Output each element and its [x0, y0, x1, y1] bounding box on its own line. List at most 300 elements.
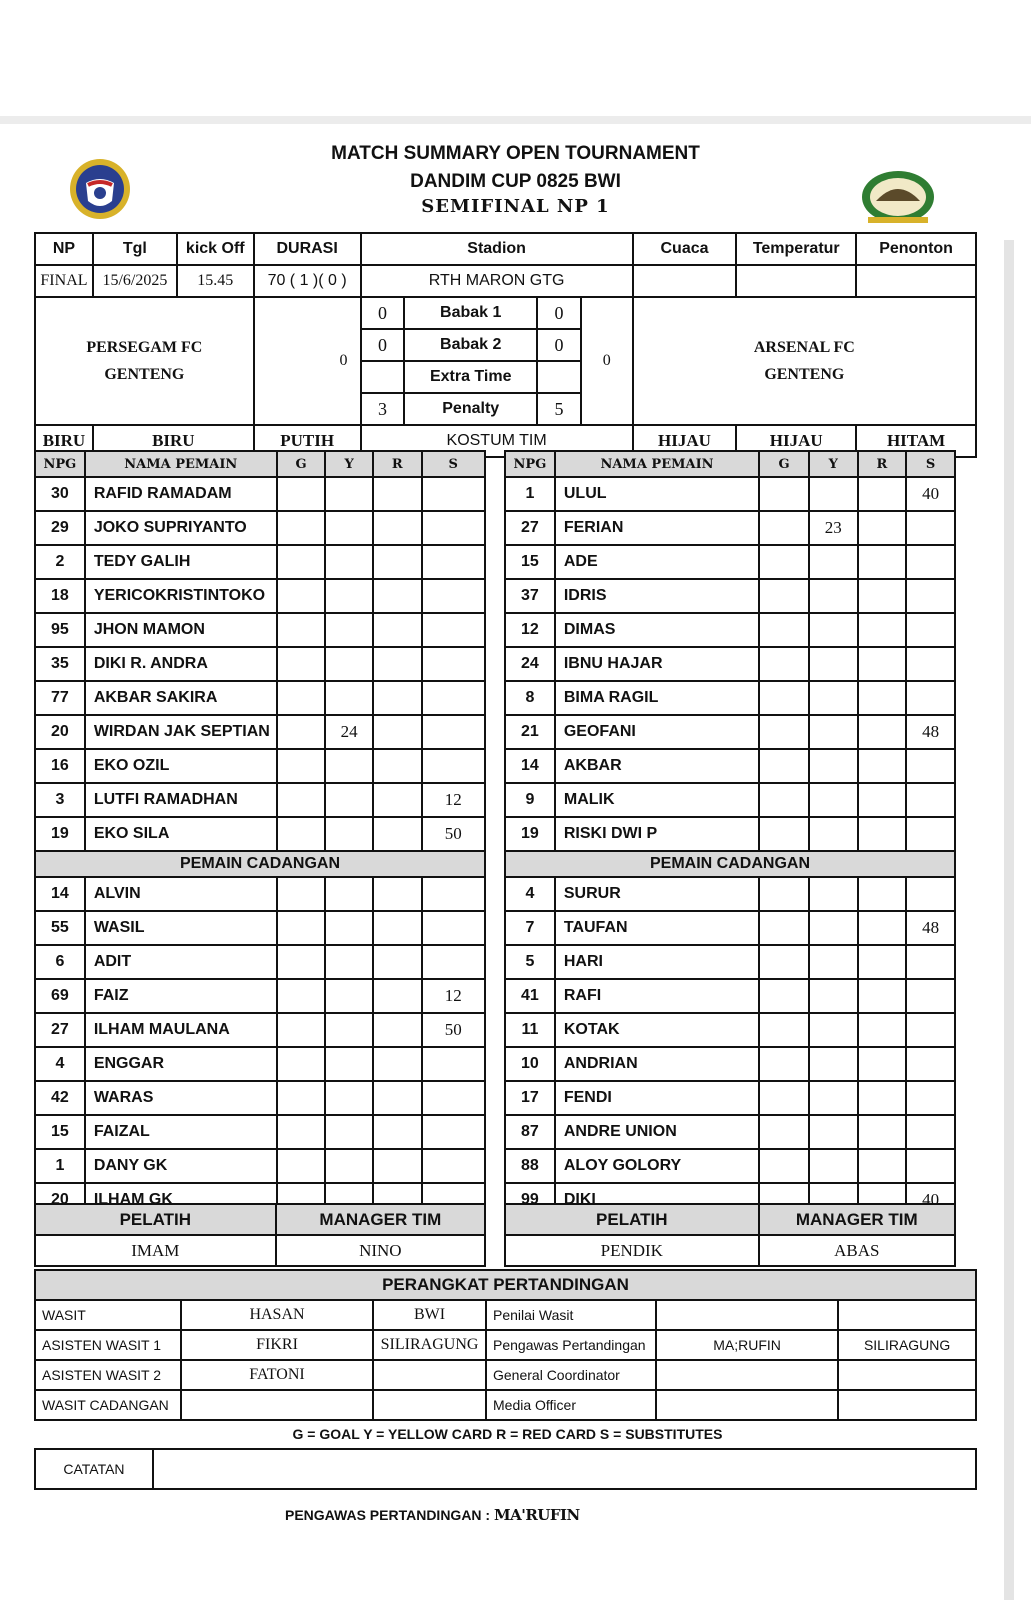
official-origin — [838, 1390, 976, 1420]
yellow-card-minute — [809, 477, 858, 511]
player-name: FAIZ — [85, 979, 277, 1013]
goal-minute — [277, 1149, 326, 1183]
yellow-card-minute — [809, 681, 858, 715]
player-number: 6 — [35, 945, 85, 979]
yellow-card-minute: 24 — [325, 715, 373, 749]
kit-label: KOSTUM TIM — [361, 425, 633, 457]
player-name: WASIL — [85, 911, 277, 945]
red-card-minute — [858, 877, 907, 911]
table-row — [505, 579, 955, 613]
goal-minute — [759, 783, 809, 817]
away-coach-label: PELATIH — [505, 1204, 759, 1235]
substitution-minute — [422, 1149, 486, 1183]
player-name: ANDRE UNION — [555, 1115, 759, 1149]
yellow-card-minute — [809, 979, 858, 1013]
home-header-goal: G — [277, 451, 326, 477]
kickoff-value: 15.45 — [177, 265, 254, 297]
goal-minute — [277, 1047, 326, 1081]
player-name: ADIT — [85, 945, 277, 979]
yellow-card-minute — [325, 477, 373, 511]
home-penalty: 3 — [361, 393, 405, 425]
yellow-card-minute — [809, 715, 858, 749]
player-name: FERIAN — [555, 511, 759, 545]
player-number: 35 — [35, 647, 85, 681]
table-row — [505, 1115, 955, 1149]
red-card-minute — [858, 579, 907, 613]
table-row — [35, 1115, 485, 1149]
footer-label: PENGAWAS PERTANDINGAN : — [285, 1507, 491, 1523]
substitution-minute — [422, 647, 486, 681]
red-card-minute — [373, 911, 422, 945]
player-number: 5 — [505, 945, 555, 979]
official-row — [35, 1390, 976, 1420]
home-player-table — [34, 450, 486, 1218]
player-name: KOTAK — [555, 1013, 759, 1047]
substitution-minute — [422, 681, 486, 715]
player-name: ALVIN — [85, 877, 277, 911]
home-babak1: 0 — [361, 297, 405, 329]
goal-minute — [277, 511, 326, 545]
player-number: 11 — [505, 1013, 555, 1047]
player-number: 8 — [505, 681, 555, 715]
official-role: WASIT — [35, 1300, 181, 1330]
goal-minute — [277, 749, 326, 783]
player-number: 87 — [505, 1115, 555, 1149]
player-name: EKO OZIL — [85, 749, 277, 783]
official-origin — [838, 1360, 976, 1390]
table-row — [35, 783, 485, 817]
goal-minute — [277, 1115, 326, 1149]
home-header-name: NAMA PEMAIN — [85, 451, 277, 477]
header-np: NP — [35, 233, 93, 265]
red-card-minute — [858, 681, 907, 715]
player-number: 12 — [505, 613, 555, 647]
substitution-minute — [422, 545, 486, 579]
substitution-minute — [422, 477, 486, 511]
goal-minute — [759, 877, 809, 911]
yellow-card-minute — [809, 945, 858, 979]
goal-minute — [277, 545, 326, 579]
home-kit-3: PUTIH — [254, 425, 361, 457]
goal-minute — [759, 613, 809, 647]
legend: G = GOAL Y = YELLOW CARD R = RED CARD S = SUBSTITUTES — [292, 1426, 723, 1442]
match-stage: SEMIFINAL NP 1 — [421, 196, 610, 217]
player-number: 42 — [35, 1081, 85, 1115]
player-number: 37 — [505, 579, 555, 613]
substitution-minute: 40 — [906, 1183, 955, 1217]
player-number: 55 — [35, 911, 85, 945]
home-header-red: R — [373, 451, 422, 477]
red-card-minute — [373, 545, 422, 579]
yellow-card-minute — [325, 579, 373, 613]
goal-minute — [759, 945, 809, 979]
table-row — [35, 911, 485, 945]
player-number: 14 — [35, 877, 85, 911]
away-total-score: 0 — [581, 297, 633, 425]
header-durasi: DURASI — [254, 233, 361, 265]
red-card-minute — [373, 477, 422, 511]
player-number: 41 — [505, 979, 555, 1013]
away-header-goal: G — [759, 451, 809, 477]
goal-minute — [277, 1081, 326, 1115]
player-number: 29 — [35, 511, 85, 545]
official-origin: SILIRAGUNG — [838, 1330, 976, 1360]
red-card-minute — [858, 1149, 907, 1183]
yellow-card-minute — [325, 1115, 373, 1149]
away-kit-2: HIJAU — [736, 425, 856, 457]
header-tgl: Tgl — [93, 233, 177, 265]
player-number: 4 — [505, 877, 555, 911]
goal-minute — [759, 511, 809, 545]
goal-minute — [277, 783, 326, 817]
substitution-minute — [422, 511, 486, 545]
substitution-minute — [422, 1047, 486, 1081]
temperature-value — [736, 265, 856, 297]
player-number: 17 — [505, 1081, 555, 1115]
official-role: ASISTEN WASIT 1 — [35, 1330, 181, 1360]
yellow-card-minute — [325, 681, 373, 715]
home-header-sub: S — [422, 451, 486, 477]
player-number: 95 — [35, 613, 85, 647]
player-name: ILHAM MAULANA — [85, 1013, 277, 1047]
substitution-minute — [906, 783, 955, 817]
goal-minute — [277, 877, 326, 911]
player-name: RAFID RAMADAM — [85, 477, 277, 511]
official-role: Media Officer — [486, 1390, 656, 1420]
player-name: IDRIS — [555, 579, 759, 613]
substitution-minute — [906, 1047, 955, 1081]
away-header-name: NAMA PEMAIN — [555, 451, 759, 477]
player-name: JHON MAMON — [85, 613, 277, 647]
away-coach-name: PENDIK — [505, 1235, 759, 1266]
table-row — [505, 945, 955, 979]
red-card-minute — [373, 1047, 422, 1081]
player-name: ALOY GOLORY — [555, 1149, 759, 1183]
goal-minute — [759, 1081, 809, 1115]
away-babak2: 0 — [537, 329, 581, 361]
red-card-minute — [373, 817, 422, 851]
player-number: 99 — [505, 1183, 555, 1217]
official-origin — [373, 1360, 486, 1390]
home-substitutes-label: PEMAIN CADANGAN — [35, 851, 485, 877]
player-name: YERICOKRISTINTOKO — [85, 579, 277, 613]
header-cuaca: Cuaca — [633, 233, 737, 265]
table-row — [505, 715, 955, 749]
official-row — [35, 1360, 976, 1390]
yellow-card-minute — [325, 1149, 373, 1183]
player-name: LUTFI RAMADHAN — [85, 783, 277, 817]
player-number: 10 — [505, 1047, 555, 1081]
player-name: ADE — [555, 545, 759, 579]
official-role: Pengawas Pertandingan — [486, 1330, 656, 1360]
player-name: RISKI DWI P — [555, 817, 759, 851]
goal-minute — [759, 545, 809, 579]
player-number: 2 — [35, 545, 85, 579]
red-card-minute — [373, 715, 422, 749]
red-card-minute — [858, 1081, 907, 1115]
np-value: FINAL — [35, 265, 93, 297]
table-row — [35, 877, 485, 911]
goal-minute — [277, 945, 326, 979]
period-babak1-label: Babak 1 — [404, 297, 537, 329]
red-card-minute — [858, 945, 907, 979]
header-penonton: Penonton — [856, 233, 976, 265]
table-row — [35, 749, 485, 783]
goal-minute — [759, 477, 809, 511]
header-kickoff: kick Off — [177, 233, 254, 265]
yellow-card-minute — [809, 579, 858, 613]
substitution-minute — [906, 1081, 955, 1115]
substitution-minute: 50 — [422, 1013, 486, 1047]
away-header-red: R — [858, 451, 907, 477]
table-row — [505, 613, 955, 647]
yellow-card-minute — [325, 749, 373, 783]
goal-minute — [759, 911, 809, 945]
home-kit-1: BIRU — [35, 425, 93, 457]
red-card-minute — [858, 715, 907, 749]
yellow-card-minute — [325, 511, 373, 545]
substitution-minute: 50 — [422, 817, 486, 851]
goal-minute — [759, 749, 809, 783]
yellow-card-minute — [325, 945, 373, 979]
home-team-line2: GENTENG — [104, 366, 185, 383]
red-card-minute — [858, 1047, 907, 1081]
substitution-minute: 48 — [906, 911, 955, 945]
yellow-card-minute: 23 — [809, 511, 858, 545]
red-card-minute — [373, 1013, 422, 1047]
substitution-minute — [906, 817, 955, 851]
home-header-npg: NPG — [35, 451, 85, 477]
table-row — [505, 477, 955, 511]
player-name: HARI — [555, 945, 759, 979]
player-number: 1 — [35, 1149, 85, 1183]
yellow-card-minute — [809, 783, 858, 817]
match-info-table — [34, 232, 977, 458]
substitution-minute — [906, 1115, 955, 1149]
table-row — [35, 715, 485, 749]
red-card-minute — [373, 1149, 422, 1183]
substitution-minute — [906, 1149, 955, 1183]
tournament-name: DANDIM CUP 0825 BWI — [410, 171, 621, 192]
weather-value — [633, 265, 737, 297]
away-kit-1: HIJAU — [633, 425, 737, 457]
official-role: General Coordinator — [486, 1360, 656, 1390]
substitution-minute: 12 — [422, 783, 486, 817]
yellow-card-minute — [325, 647, 373, 681]
player-number: 9 — [505, 783, 555, 817]
red-card-minute — [858, 979, 907, 1013]
substitution-minute — [906, 877, 955, 911]
substitution-minute — [906, 749, 955, 783]
duration-value: 70 ( 1 )( 0 ) — [254, 265, 361, 297]
substitution-minute — [906, 545, 955, 579]
player-number: 24 — [505, 647, 555, 681]
goal-minute — [277, 979, 326, 1013]
player-name: DIKI — [555, 1183, 759, 1217]
player-number: 27 — [35, 1013, 85, 1047]
home-manager-label: MANAGER TIM — [276, 1204, 485, 1235]
player-name: SURUR — [555, 877, 759, 911]
red-card-minute — [858, 749, 907, 783]
goal-minute — [277, 647, 326, 681]
red-card-minute — [858, 545, 907, 579]
yellow-card-minute — [325, 1047, 373, 1081]
goal-minute — [277, 715, 326, 749]
away-extra-time — [537, 361, 581, 393]
yellow-card-minute — [325, 877, 373, 911]
red-card-minute — [373, 783, 422, 817]
player-name: BIMA RAGIL — [555, 681, 759, 715]
substitution-minute — [422, 579, 486, 613]
player-number: 3 — [35, 783, 85, 817]
table-row — [35, 945, 485, 979]
player-name: FAIZAL — [85, 1115, 277, 1149]
official-origin — [838, 1300, 976, 1330]
red-card-minute — [373, 1081, 422, 1115]
player-name: FENDI — [555, 1081, 759, 1115]
table-row — [505, 1149, 955, 1183]
period-extra-time-label: Extra Time — [404, 361, 537, 393]
official-row — [35, 1300, 976, 1330]
home-extra-time — [361, 361, 405, 393]
substitution-minute — [906, 613, 955, 647]
goal-minute — [277, 681, 326, 715]
substitution-minute — [422, 1081, 486, 1115]
official-name — [656, 1300, 838, 1330]
home-kit-2: BIRU — [93, 425, 254, 457]
player-name: ULUL — [555, 477, 759, 511]
player-number: 15 — [505, 545, 555, 579]
substitution-minute — [422, 749, 486, 783]
goal-minute — [277, 477, 326, 511]
table-row — [505, 911, 955, 945]
table-row — [35, 681, 485, 715]
yellow-card-minute — [325, 545, 373, 579]
table-row — [505, 749, 955, 783]
player-name: AKBAR SAKIRA — [85, 681, 277, 715]
player-number: 19 — [35, 817, 85, 851]
table-row — [505, 1013, 955, 1047]
away-team-line2: GENTENG — [764, 366, 845, 383]
home-header-yellow: Y — [325, 451, 373, 477]
goal-minute — [759, 647, 809, 681]
table-row — [505, 979, 955, 1013]
player-number: 20 — [35, 1183, 85, 1217]
player-name: DIKI R. ANDRA — [85, 647, 277, 681]
substitution-minute — [906, 681, 955, 715]
substitution-minute — [906, 1013, 955, 1047]
red-card-minute — [858, 1115, 907, 1149]
away-header-sub: S — [906, 451, 955, 477]
player-name: WIRDAN JAK SEPTIAN — [85, 715, 277, 749]
away-manager-label: MANAGER TIM — [759, 1204, 955, 1235]
substitution-minute — [906, 647, 955, 681]
away-team-name — [633, 297, 976, 425]
substitution-minute — [422, 715, 486, 749]
table-row — [35, 579, 485, 613]
goal-minute — [759, 1149, 809, 1183]
header-stadion: Stadion — [361, 233, 633, 265]
player-name: JOKO SUPRIYANTO — [85, 511, 277, 545]
table-row — [505, 1047, 955, 1081]
yellow-card-minute — [325, 911, 373, 945]
yellow-card-minute — [809, 545, 858, 579]
official-name — [656, 1390, 838, 1420]
player-name: RAFI — [555, 979, 759, 1013]
player-name: IBNU HAJAR — [555, 647, 759, 681]
player-name: TAUFAN — [555, 911, 759, 945]
home-coach-label: PELATIH — [35, 1204, 276, 1235]
player-number: 88 — [505, 1149, 555, 1183]
player-number: 19 — [505, 817, 555, 851]
red-card-minute — [858, 817, 907, 851]
yellow-card-minute — [325, 613, 373, 647]
red-card-minute — [373, 579, 422, 613]
table-row — [35, 1013, 485, 1047]
goal-minute — [759, 681, 809, 715]
away-substitutes-label: PEMAIN CADANGAN — [505, 851, 955, 877]
officials-title: PERANGKAT PERTANDINGAN — [35, 1270, 976, 1300]
player-number: 77 — [35, 681, 85, 715]
home-team-name — [35, 297, 254, 425]
officials-table — [34, 1269, 977, 1421]
table-row — [505, 545, 955, 579]
official-row — [35, 1330, 976, 1360]
red-card-minute — [373, 749, 422, 783]
player-name: WARAS — [85, 1081, 277, 1115]
table-row — [35, 817, 485, 851]
substitution-minute — [906, 511, 955, 545]
substitution-minute — [422, 1115, 486, 1149]
player-name: ILHAM GK — [85, 1183, 277, 1217]
stadium-value: RTH MARON GTG — [361, 265, 633, 297]
player-number: 18 — [35, 579, 85, 613]
goal-minute — [277, 911, 326, 945]
home-manager-name: NINO — [276, 1235, 485, 1266]
red-card-minute — [858, 477, 907, 511]
official-origin — [373, 1390, 486, 1420]
substitution-minute — [422, 945, 486, 979]
yellow-card-minute — [325, 979, 373, 1013]
player-name: ENGGAR — [85, 1047, 277, 1081]
table-row — [505, 877, 955, 911]
goal-minute — [759, 1047, 809, 1081]
goal-minute — [759, 817, 809, 851]
official-name: FIKRI — [181, 1330, 373, 1360]
yellow-card-minute — [809, 749, 858, 783]
player-number: 7 — [505, 911, 555, 945]
substitution-minute — [422, 613, 486, 647]
yellow-card-minute — [809, 1047, 858, 1081]
away-babak1: 0 — [537, 297, 581, 329]
goal-minute — [759, 1115, 809, 1149]
yellow-card-minute — [809, 1149, 858, 1183]
player-name: EKO SILA — [85, 817, 277, 851]
official-name — [656, 1360, 838, 1390]
official-role: Penilai Wasit — [486, 1300, 656, 1330]
goal-minute — [759, 1013, 809, 1047]
table-row — [35, 545, 485, 579]
away-header-npg: NPG — [505, 451, 555, 477]
home-babak2: 0 — [361, 329, 405, 361]
table-row — [505, 681, 955, 715]
red-card-minute — [373, 945, 422, 979]
player-name: DANY GK — [85, 1149, 277, 1183]
official-name — [181, 1390, 373, 1420]
home-coach-name: IMAM — [35, 1235, 276, 1266]
yellow-card-minute — [325, 1081, 373, 1115]
yellow-card-minute — [325, 817, 373, 851]
